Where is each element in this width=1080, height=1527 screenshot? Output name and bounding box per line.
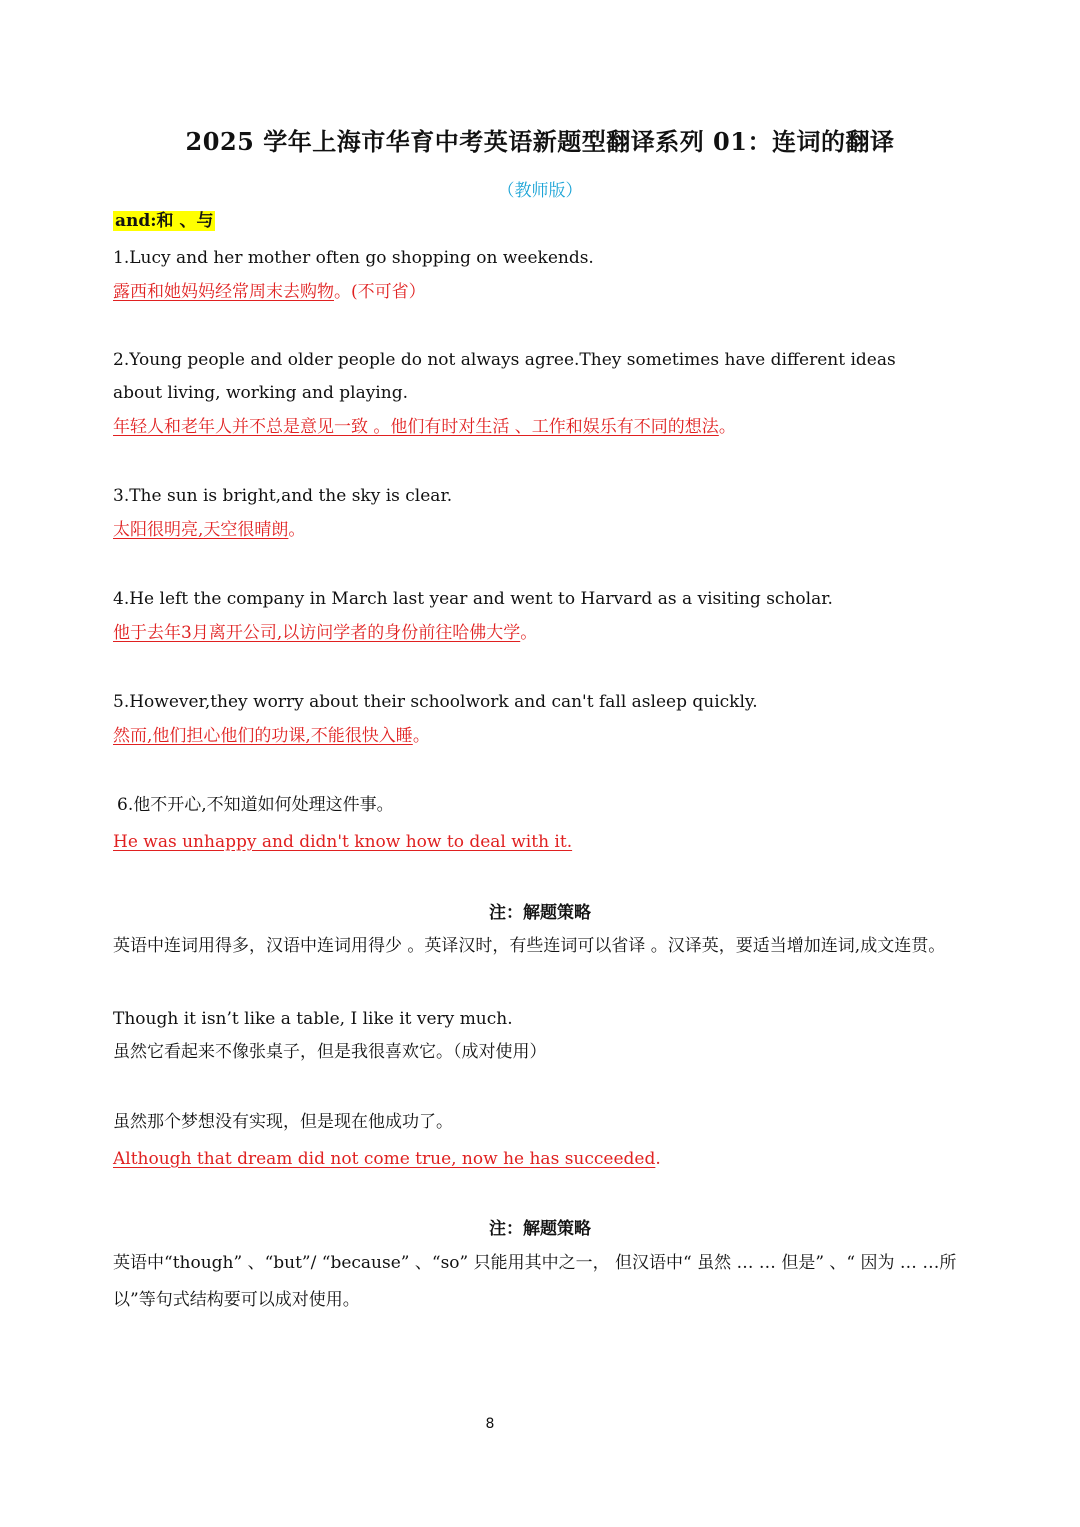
question-2: 2.Young people and older people do not always agree.They sometimes have different ideas about living, working and playing.: [113, 350, 896, 403]
answer-2-tail: 。: [718, 417, 736, 437]
note-1-example-en: Though it isn’t like a table, I like it very much.: [113, 1009, 513, 1029]
section-label: and:和 、与: [115, 211, 214, 231]
answer-7-text: Although that dream did not come true, now he has succeeded: [113, 1149, 656, 1169]
answer-7: [113, 1148, 973, 1170]
answer-5-text: 然而,他们担心他们的功课,不能很快入睡: [113, 726, 413, 746]
note-1-example-cn: 虽然它看起来不像张桌子，但是我很喜欢它。（成对使用）: [113, 1042, 547, 1062]
section-label-row: [113, 210, 973, 232]
answer-2: [113, 416, 973, 438]
answer-4: [113, 622, 973, 644]
question-4: 4.He left the company in March last year and went to Harvard as a visiting scholar.: [113, 589, 833, 609]
page-title: 2025 学年上海市华育中考英语新题型翻译系列 01：连词的翻译: [185, 127, 895, 156]
answer-4-text: 他于去年3月离开公司,以访问学者的身份前往哈佛大学: [113, 623, 521, 643]
answer-3-text: 太阳很明亮,天空很晴朗: [113, 520, 289, 540]
question-6: 6.他不开心,不知道如何处理这件事。: [117, 795, 394, 815]
page-number: 8: [485, 1416, 495, 1432]
question-3: 3.The sun is bright,and the sky is clear.: [113, 486, 453, 506]
answer-1-text: 露西和她妈妈经常周末去购物: [113, 282, 334, 302]
answer-4-tail: 。: [520, 623, 538, 643]
answer-1: [113, 281, 973, 303]
page-subtitle: （教师版）: [497, 181, 583, 201]
answer-7-tail: .: [655, 1149, 661, 1169]
question-1: 1.Lucy and her mother often go shopping on weekends.: [113, 248, 594, 268]
answer-3-tail: 。: [288, 520, 306, 540]
answer-6-text: He was unhappy and didn't know how to deal with it.: [113, 832, 573, 852]
answer-1-tail: 。(不可省）: [334, 282, 426, 302]
answer-6: [113, 831, 973, 853]
answer-5: [113, 725, 973, 747]
note-1-text: 英语中连词用得多，汉语中连词用得少 。英译汉时，有些连词可以省译 。汉译英，要适当增加连词,成文连贯。: [113, 936, 946, 956]
note-2-heading: 注：解题策略: [489, 1219, 591, 1239]
note-1-heading: 注：解题策略: [489, 903, 591, 923]
question-7: 虽然那个梦想没有实现，但是现在他成功了。: [113, 1112, 453, 1132]
answer-2-text: 年轻人和老年人并不总是意见一致 。他们有时对生活 、工作和娱乐有不同的想法: [113, 417, 719, 437]
question-5: 5.However,they worry about their schoolwork and can't fall asleep quickly.: [113, 692, 758, 712]
answer-5-tail: 。: [412, 726, 430, 746]
note-2-text: 英语中“though” 、“but”/ “because” 、“so” 只能用其中之一， 但汉语中“ 虽然 … … 但是” 、“ 因为 … …所以”等句式结构要可以成对使用。: [113, 1253, 957, 1310]
answer-3: [113, 519, 973, 541]
